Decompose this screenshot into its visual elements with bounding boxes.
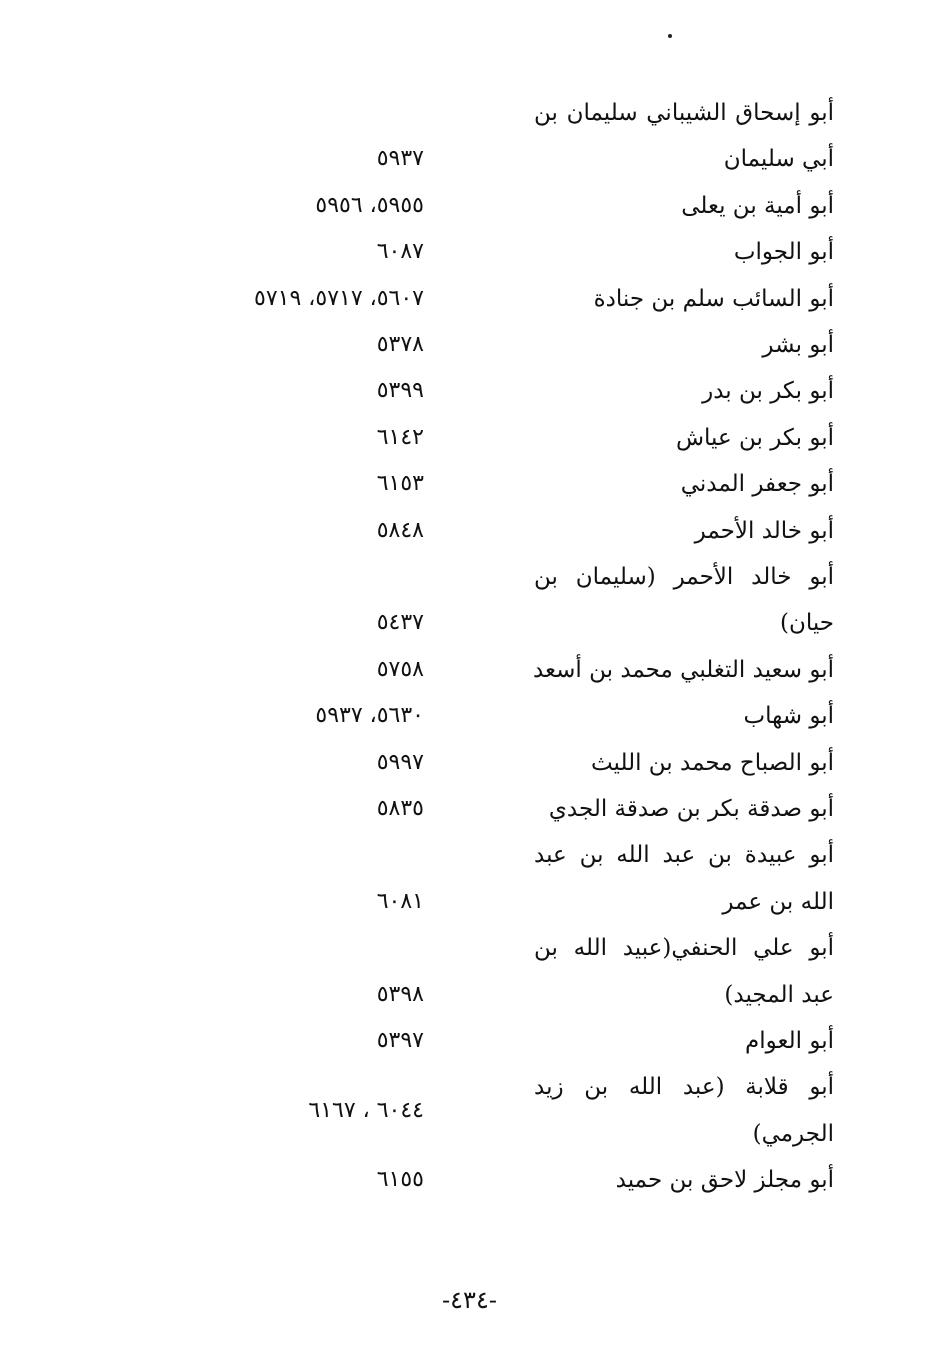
index-entry [0,508,939,554]
entry-name [534,740,834,786]
entry-name-line: الجرمي) [752,1120,834,1147]
index-entry [0,693,939,739]
entry-name-line: أبو بكر بن عياش [675,424,834,451]
entry-refs: ٥٩٩٧ [376,749,424,775]
entry-name [534,1018,834,1064]
entry-name-line: أبو الصباح محمد بن الليث [590,749,834,776]
entry-name [534,276,834,322]
index-entry [0,415,939,461]
index-entry [0,276,939,322]
entry-name-line: أبو صدقة بكر بن صدقة الجدي [548,796,834,822]
entry-name-line: أبو السائب سلم بن جنادة [593,285,834,312]
index-entry [0,322,939,368]
index-entry [0,90,939,183]
index-entry [0,647,939,693]
entry-name [534,693,834,739]
index-entry [0,461,939,507]
index-entry [0,925,939,1018]
entry-refs: ٥٣٩٩ [376,378,424,404]
entry-refs: ٦١٤٢ [376,424,424,450]
entry-name [534,554,834,647]
index-entry [0,1064,939,1157]
entry-name-line: أبو إسحاق الشيباني سليمان بن [534,100,834,126]
entry-name-line: أبو بكر بن بدر [702,378,834,405]
index-entry [0,554,939,647]
page-number: -٤٣٤- [442,1286,497,1314]
index-entry [0,786,939,832]
entry-refs: ٥٣٩٨ [376,981,424,1007]
entry-name [534,925,834,1018]
entry-name-line: أبو شهاب [743,703,834,730]
entry-name-line: الله بن عمر [722,888,834,915]
entry-name [534,1157,834,1203]
index-entry [0,740,939,786]
entry-name-line: أبو عبيدة بن عبد الله بن عبد [534,842,834,869]
entry-name [534,647,834,693]
entry-name-line: أبو بشر [762,332,834,358]
entry-name-line: أبو علي الحنفي(عبيد الله بن [534,935,834,962]
entry-name-line: أبي سليمان [723,146,834,173]
entry-refs: ٥٨٣٥ [376,796,424,821]
top-dot-mark [668,34,672,38]
entry-refs: ٦٠٤٤ ، ٦١٦٧ [308,1097,424,1123]
entry-name-line: أبو الجواب [733,239,834,266]
entry-name-line: أبو خالد الأحمر [694,517,834,544]
entry-name-line: عبد المجيد) [724,981,834,1008]
entry-name-line: أبو خالد الأحمر (سليمان بن [534,564,834,590]
entry-refs: ٦٠٨١ [376,888,424,914]
entry-name [534,508,834,554]
entry-name [534,183,834,229]
entry-refs: ٥٣٧٨ [376,332,424,357]
index-entry [0,1157,939,1203]
entry-name [534,322,834,368]
index-entry [0,183,939,229]
entry-name [534,832,834,925]
entry-name-line: أبو مجلز لاحق بن حميد [615,1167,834,1194]
index-entry [0,832,939,925]
entry-name-line: أبو العوام [745,1028,834,1054]
entry-refs: ٥٦٠٧، ٥٧١٧، ٥٧١٩ [254,285,424,311]
entry-refs: ٥٤٣٧ [376,610,424,636]
index-entry [0,368,939,414]
entry-name-line: أبو جعفر المدني [680,471,834,498]
entry-refs: ٥٧٥٨ [376,656,424,682]
entry-refs: ٥٣٩٧ [376,1028,424,1053]
entry-name [534,229,834,275]
entry-refs: ٥٩٥٥، ٥٩٥٦ [315,192,424,218]
entry-name [534,368,834,414]
entry-name [534,786,834,832]
entry-refs: ٦٠٨٧ [376,239,424,265]
entry-refs: ٦١٥٥ [376,1167,424,1193]
entry-name [534,1064,834,1157]
entry-name [534,461,834,507]
index-entry [0,1018,939,1064]
entry-refs: ٥٦٣٠، ٥٩٣٧ [315,703,424,729]
entry-name [534,415,834,461]
index-entry [0,229,939,275]
entry-name-line: أبو سعيد التغلبي محمد بن أسعد [532,656,834,683]
entry-name-line: أبو قلابة (عبد الله بن زيد [534,1074,834,1101]
entry-name-line: أبو أمية بن يعلى [681,192,834,219]
entry-name [534,90,834,183]
entry-name-line: حيان) [779,610,834,637]
entry-refs: ٥٨٤٨ [376,517,424,543]
entry-refs: ٥٩٣٧ [376,146,424,172]
entry-refs: ٦١٥٣ [376,471,424,497]
